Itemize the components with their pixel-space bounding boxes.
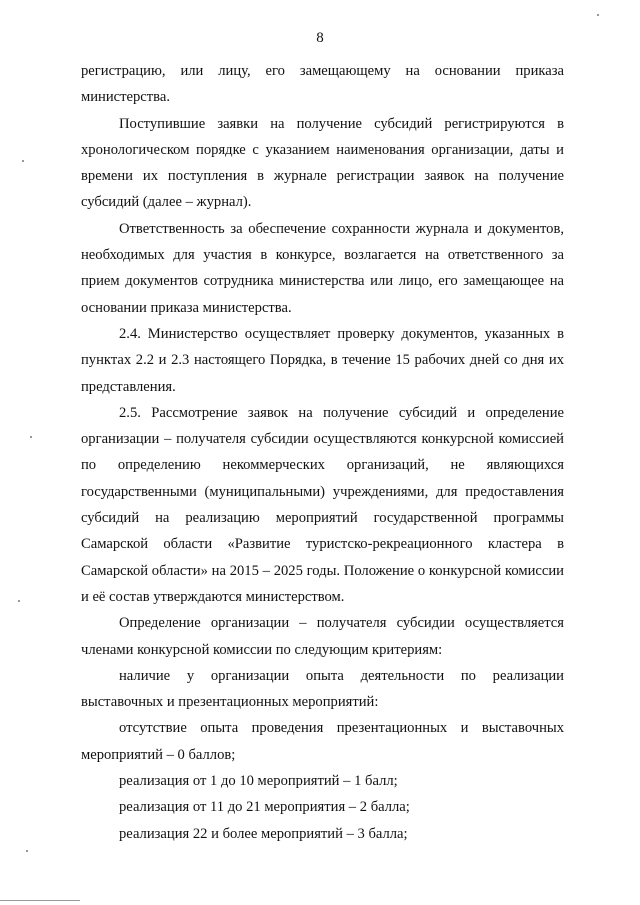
scan-speck (18, 600, 20, 602)
scan-speck (22, 160, 24, 162)
criterion-experience: наличие у организации опыта деятельности по реализации выставочных и презентационных мероприятий: (81, 667, 564, 711)
criterion-score-0: отсутствие опыта проведения презентационных и выставочных мероприятий – 0 баллов; (81, 720, 564, 763)
paragraph-criteria-intro: Определение организации – получателя субсидии осуществляется членами конкурсной комиссии по следующим критериям: (81, 615, 564, 658)
scan-speck (597, 14, 599, 16)
criterion-score-3: реализация 22 и более мероприятий – 3 балла; (119, 825, 408, 842)
criterion-score-1: реализация от 1 до 10 мероприятий – 1 балл; (119, 773, 398, 790)
criterion-score-2: реализация от 11 до 21 мероприятия – 2 балла; (119, 799, 410, 816)
page-number: 8 (316, 30, 324, 46)
paragraph-continuation: регистрацию, или лицу, его замещающему на основании приказа министерства. (81, 63, 564, 106)
paragraph-2-5: 2.5. Рассмотрение заявок на получение субсидий и определение организации – получателя субсидии осуществляются конкурсной комиссией по определению некоммерческих организаций, не являющихся государственными (муниципальными) учреждениями, для предоставления субсидий на реализацию мероприятий государственной программы Самарской области «Развитие туристско-рекреационного кластера в Самарской области» на 2015 – 2025 годы. Положение о конкурсной комиссии и её состав утверждаются министерством. (81, 404, 564, 605)
paragraph-responsibility: Ответственность за обеспечение сохранности журнала и документов, необходимых для участия в конкурсе, возлагается на ответственного за прием документов сотрудника министерства или лицо, его замещающее на основании приказа министерства. (81, 220, 564, 316)
scan-edge-line (0, 900, 80, 901)
body-text (81, 58, 564, 847)
scan-speck (30, 436, 32, 438)
paragraph-registration: Поступившие заявки на получение субсидий регистрируются в хронологическом порядке с указанием наименования организации, даты и времени их поступления в журнале регистрации заявок на получение субсидий (далее – журнал). (81, 115, 564, 211)
paragraph-2-4: 2.4. Министерство осуществляет проверку документов, указанных в пунктах 2.2 и 2.3 настоящего Порядка, в течение 15 рабочих дней со дня их представления. (81, 325, 564, 395)
scan-speck (26, 850, 28, 852)
